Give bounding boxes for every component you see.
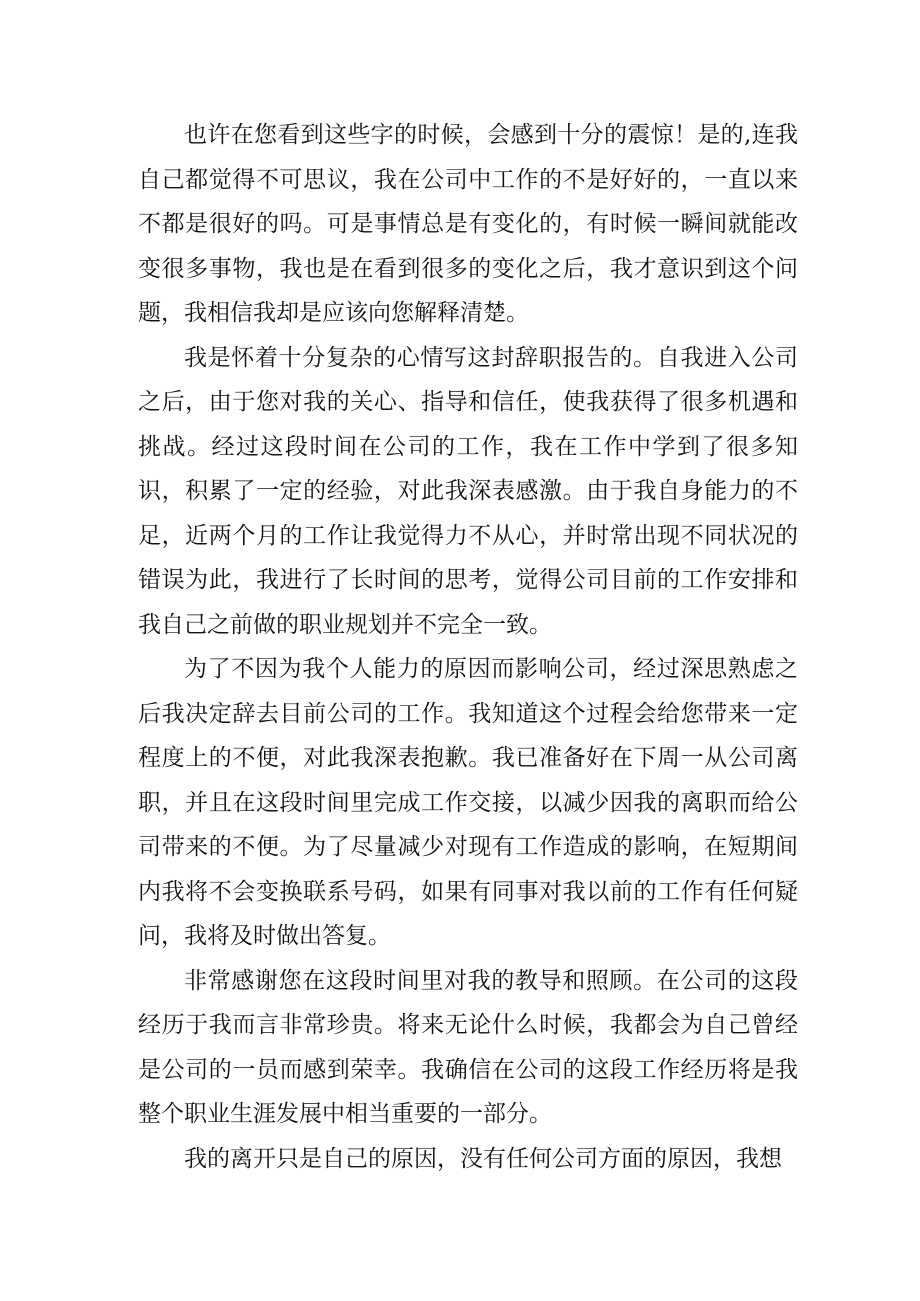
paragraph-3: 为了不因为我个人能力的原因而影响公司，经过深思熟虑之后我决定辞去目前公司的工作。我知道这个过程会给您带来一定程度上的不便，对此我深表抱歉。我已准备好在下周一从公司离职，并且在这段时间里完成工作交接，以减少因我的离职而给公司带来的不便。为了尽量减少对现有工作造成的影响，在短期间内我将不会变换联系号码，如果有同事对我以前的工作有任何疑问，我将及时做出答复。	[138, 656, 798, 949]
paragraph-4: 非常感谢您在这段时间里对我的教导和照顾。在公司的这段经历于我而言非常珍贵。将来无论什么时候，我都会为自己曾经是公司的一员而感到荣幸。我确信在公司的这段工作经历将是我整个职业生涯发展中相当重要的一部分。	[138, 967, 798, 1127]
paragraph-1: 也许在您看到这些字的时候，会感到十分的震惊！是的,连我自己都觉得不可思议，我在公司中工作的不是好好的，一直以来不都是很好的吗。可是事情总是有变化的，有时候一瞬间就能改变很多事物，我也是在看到很多的变化之后，我才意识到这个问题，我相信我却是应该向您解释清楚。	[138, 122, 798, 326]
paragraph-5: 我的离开只是自己的原因，没有任何公司方面的原因，我想	[184, 1145, 782, 1172]
paragraph-2: 我是怀着十分复杂的心情写这封辞职报告的。自我进入公司之后，由于您对我的关心、指导和信任，使我获得了很多机遇和挑战。经过这段时间在公司的工作，我在工作中学到了很多知识，积累了一定的经验，对此我深表感激。由于我自身能力的不足，近两个月的工作让我觉得力不从心，并时常出现不同状况的错误为此，我进行了长时间的思考，觉得公司目前的工作安排和我自己之前做的职业规划并不完全一致。	[138, 344, 798, 638]
document-body	[138, 113, 798, 1181]
